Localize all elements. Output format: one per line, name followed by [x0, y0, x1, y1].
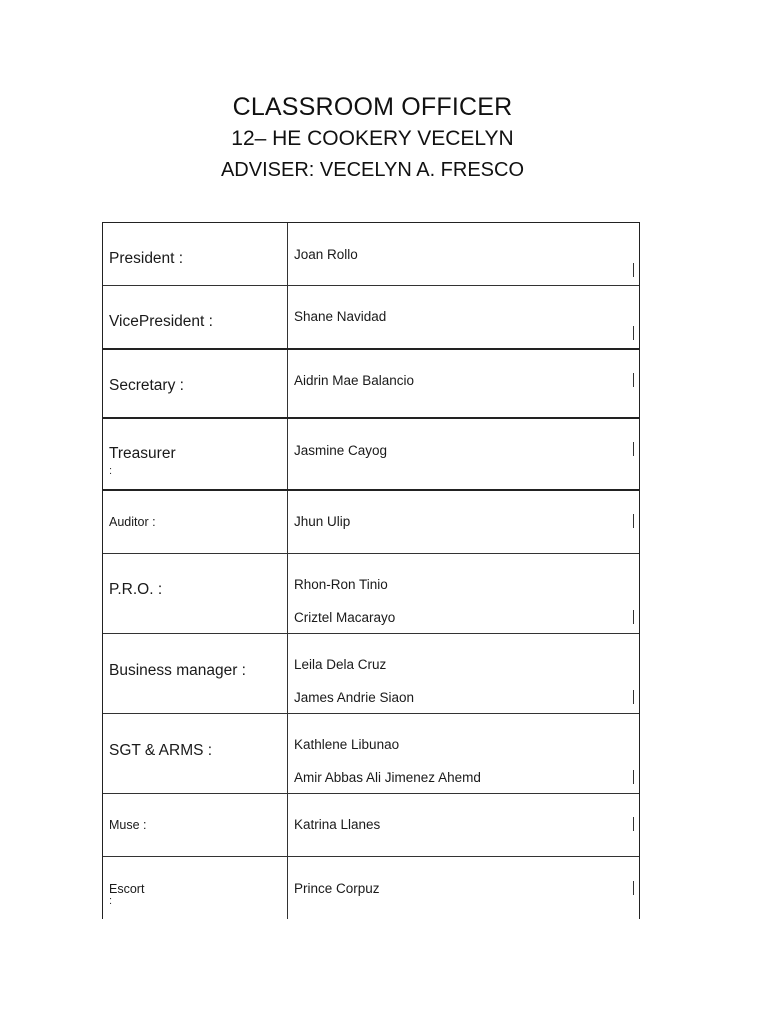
position-label: Treasurer — [109, 445, 176, 462]
cell-marker — [633, 610, 634, 624]
officer-name: Shane Navidad — [294, 309, 387, 324]
cell-marker — [633, 770, 634, 784]
officer-name: Rhon-Ron Tinio — [294, 577, 388, 592]
officer-name: Aidrin Mae Balancio — [294, 373, 415, 388]
table-row-escort — [103, 857, 639, 920]
position-label: Secretary : — [109, 377, 184, 394]
table-row-secretary — [103, 350, 639, 419]
cell-marker — [633, 326, 634, 340]
position-colon: : — [109, 895, 113, 907]
position-label: Escort — [109, 882, 145, 896]
table-row-sgt-arms — [103, 714, 639, 794]
officer-name: Criztel Macarayo — [294, 610, 396, 625]
table-row-business-manager — [103, 634, 639, 714]
table-row-president — [103, 223, 639, 286]
cell-marker — [633, 817, 634, 831]
section-name: 12– HE COOKERY VECELYN — [231, 127, 514, 150]
officer-name: Prince Corpuz — [294, 881, 380, 896]
table-row-auditor — [103, 491, 639, 554]
cell-marker — [633, 881, 634, 895]
cell-marker — [633, 373, 634, 387]
officer-name: Joan Rollo — [294, 247, 358, 262]
position-label: P.R.O. : — [109, 581, 163, 598]
adviser-line: ADVISER: VECELYN A. FRESCO — [220, 159, 525, 181]
officers-table — [102, 222, 640, 919]
position-label: Auditor : — [109, 515, 156, 529]
table-row-treasurer — [103, 419, 639, 491]
officer-name: Amir Abbas Ali Jimenez Ahemd — [294, 770, 481, 785]
position-label: President : — [109, 250, 184, 267]
officer-name: Katrina Llanes — [294, 817, 381, 832]
cell-marker — [633, 514, 634, 528]
cell-marker — [633, 690, 634, 704]
table-row-muse — [103, 794, 639, 857]
page-title: CLASSROOM OFFICER — [232, 93, 513, 121]
table-row-pro — [103, 554, 639, 634]
position-label: Muse : — [109, 818, 147, 832]
table-row-vice-president — [103, 286, 639, 350]
officer-name: Leila Dela Cruz — [294, 657, 387, 672]
officer-name: Jasmine Cayog — [294, 443, 388, 458]
position-label: VicePresident : — [109, 313, 213, 330]
position-label: SGT & ARMS : — [109, 742, 213, 759]
position-label: Business manager : — [109, 662, 246, 679]
officer-name: Kathlene Libunao — [294, 737, 400, 752]
position-colon: : — [109, 465, 113, 477]
officer-name: James Andrie Siaon — [294, 690, 415, 705]
cell-marker — [633, 263, 634, 277]
cell-marker — [633, 442, 634, 456]
officer-name: Jhun Ulip — [294, 514, 351, 529]
